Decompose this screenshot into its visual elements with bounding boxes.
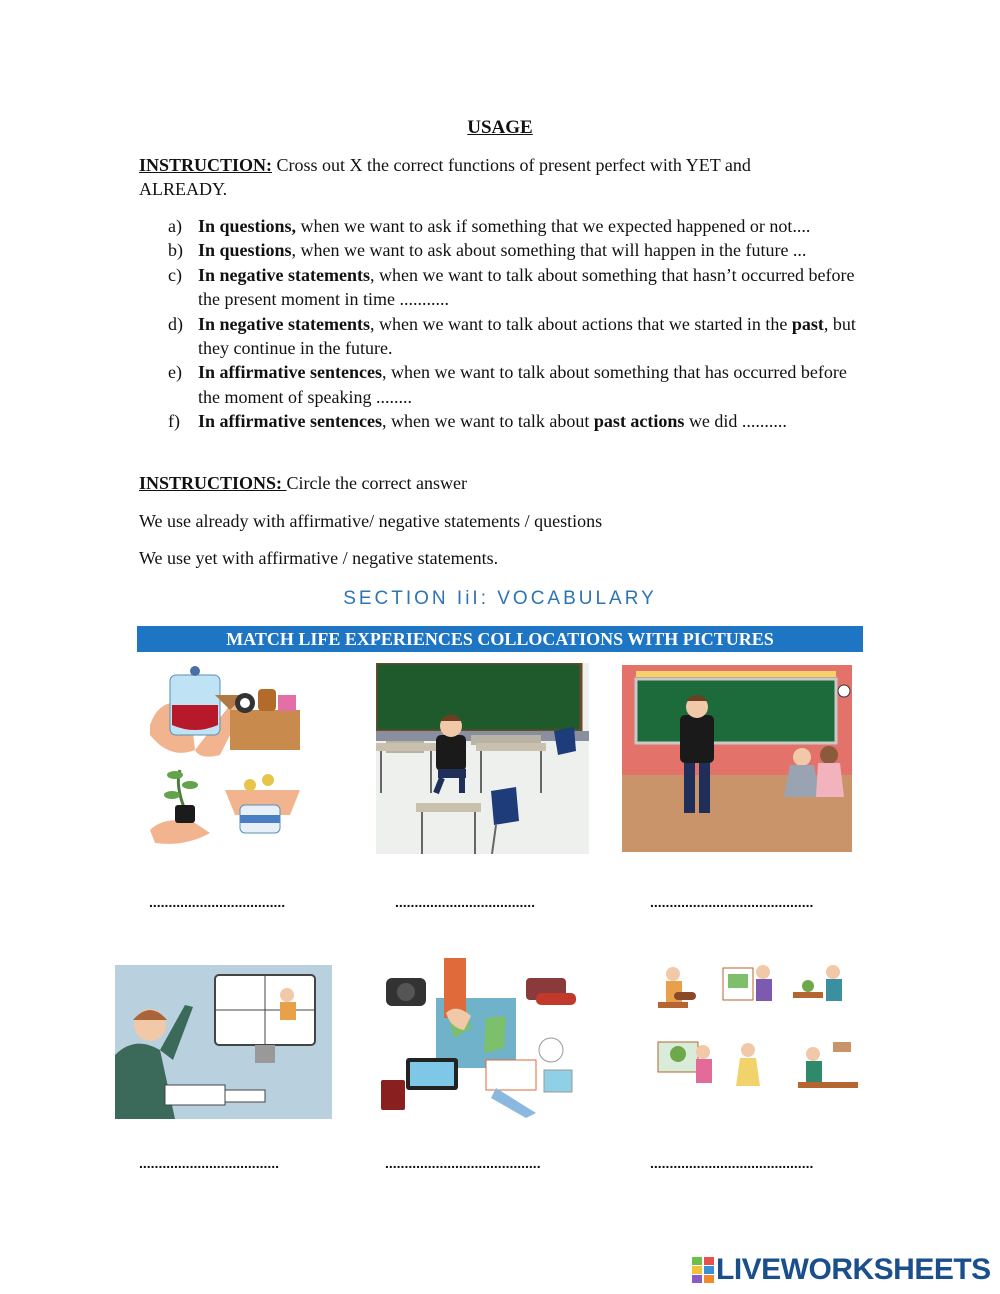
- travel-planning-picture: [376, 958, 588, 1118]
- online-class-picture: [115, 965, 332, 1119]
- answer-blank-5[interactable]: ........................................: [385, 1155, 541, 1171]
- classroom-standing-picture: [622, 665, 852, 852]
- already-sentence[interactable]: We use already with affirmative/ negative statements / questions: [139, 511, 603, 531]
- instruction-label: INSTRUCTION:: [139, 155, 273, 175]
- answer-blank-3[interactable]: ..........................................: [650, 894, 814, 910]
- hobbies-picture: [648, 962, 860, 1118]
- circle-text: Circle the correct answer: [286, 473, 467, 493]
- section-title: SECTION IiI: VOCABULARY: [343, 588, 657, 609]
- instruction-paragraph: [139, 153, 829, 201]
- yet-sentence[interactable]: We use yet with affirmative / negative statements.: [139, 548, 499, 568]
- donation-picture: [140, 665, 310, 857]
- liveworksheets-logo: [692, 1255, 991, 1285]
- usage-title: USAGE: [467, 117, 533, 138]
- instruction-text: Cross out X the correct functions of present perfect with YET and ALREADY.: [139, 155, 751, 199]
- circle-instruction: [139, 471, 829, 495]
- list-item: b) In questions, when we want to ask about something that will happen in the future ...: [168, 240, 807, 261]
- logo-blocks-icon: [692, 1257, 716, 1283]
- logo-text: LIVEWORKSHEETS: [716, 1253, 991, 1286]
- functions-list: [168, 214, 868, 434]
- list-item: e) In affirmative sentences, when we want to talk about something that has occurred before the moment of speaking ........: [168, 362, 847, 407]
- classroom-sitting-picture: [376, 663, 589, 854]
- circle-label: INSTRUCTIONS:: [139, 473, 287, 493]
- answer-blank-1[interactable]: ...................................: [149, 894, 286, 910]
- answer-blank-2[interactable]: ....................................: [395, 894, 536, 910]
- list-item: f) In affirmative sentences, when we want to talk about past actions we did ..........: [168, 411, 787, 432]
- match-banner: MATCH LIFE EXPERIENCES COLLOCATIONS WITH PICTURES: [137, 626, 863, 652]
- answer-blank-6[interactable]: ..........................................: [650, 1155, 814, 1171]
- list-item: d) In negative statements, when we want to talk about actions that we started in the past, but they continue in the future.: [168, 313, 856, 359]
- answer-blank-4[interactable]: ....................................: [139, 1155, 280, 1171]
- list-item: a) In questions, when we want to ask if something that we expected happened or not....: [168, 216, 811, 236]
- list-item: c) In negative statements, when we want to talk about something that hasn’t occurred before the present moment in time ...........: [168, 264, 855, 310]
